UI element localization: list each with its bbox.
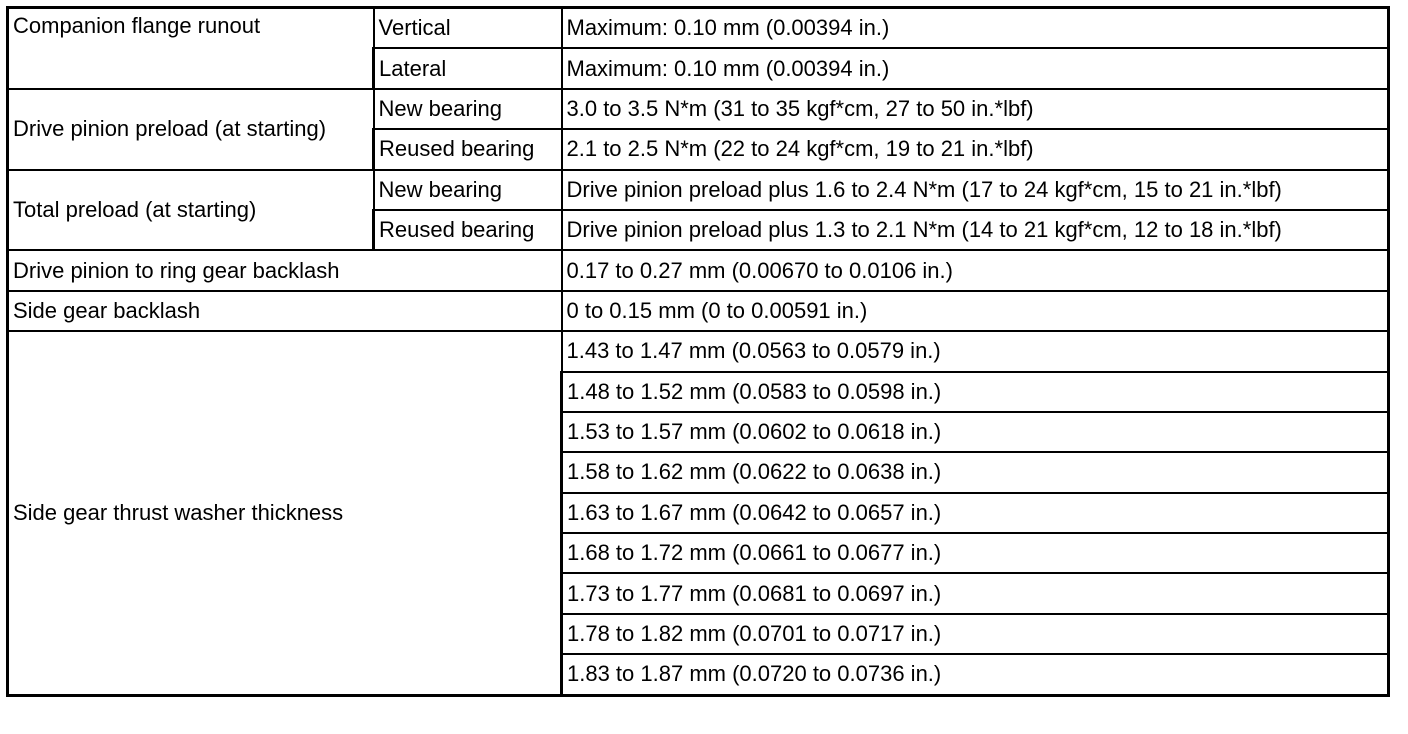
ring-gear-backlash-label: Drive pinion to ring gear backlash [8,250,562,290]
reused-bearing-value: 2.1 to 2.5 N*m (22 to 24 kgf*cm, 19 to 21 in.*lbf) [562,129,1389,169]
table-row [8,89,1389,129]
table-row [8,291,1389,331]
thrust-washer-value: 1.73 to 1.77 mm (0.0681 to 0.0697 in.) [562,573,1389,613]
new-bearing-value: Drive pinion preload plus 1.6 to 2.4 N*m (17 to 24 kgf*cm, 15 to 21 in.*lbf) [562,170,1389,210]
reused-bearing-value: Drive pinion preload plus 1.3 to 2.1 N*m (14 to 21 kgf*cm, 12 to 18 in.*lbf) [562,210,1389,250]
new-bearing-label: New bearing [374,170,562,210]
total-preload-label: Total preload (at starting) [8,170,374,251]
ring-gear-backlash-value: 0.17 to 0.27 mm (0.00670 to 0.0106 in.) [562,250,1389,290]
thrust-washer-value: 1.53 to 1.57 mm (0.0602 to 0.0618 in.) [562,412,1389,452]
vertical-label: Vertical [374,8,562,49]
thrust-washer-value: 1.58 to 1.62 mm (0.0622 to 0.0638 in.) [562,452,1389,492]
lateral-value: Maximum: 0.10 mm (0.00394 in.) [562,48,1389,88]
thrust-washer-value: 1.43 to 1.47 mm (0.0563 to 0.0579 in.) [562,331,1389,371]
thrust-washer-value: 1.48 to 1.52 mm (0.0583 to 0.0598 in.) [562,372,1389,412]
new-bearing-label: New bearing [374,89,562,129]
new-bearing-value: 3.0 to 3.5 N*m (31 to 35 kgf*cm, 27 to 50 in.*lbf) [562,89,1389,129]
vertical-value: Maximum: 0.10 mm (0.00394 in.) [562,8,1389,49]
reused-bearing-label: Reused bearing [374,129,562,169]
thrust-washer-value: 1.83 to 1.87 mm (0.0720 to 0.0736 in.) [562,654,1389,695]
side-gear-backlash-label: Side gear backlash [8,291,562,331]
companion-flange-runout-label: Companion flange runout [8,8,374,89]
thrust-washer-value: 1.63 to 1.67 mm (0.0642 to 0.0657 in.) [562,493,1389,533]
side-gear-backlash-value: 0 to 0.15 mm (0 to 0.00591 in.) [562,291,1389,331]
table-row [8,170,1389,210]
table-row [8,331,1389,371]
thrust-washer-thickness-label: Side gear thrust washer thickness [8,331,562,695]
drive-pinion-preload-label: Drive pinion preload (at starting) [8,89,374,170]
thrust-washer-value: 1.78 to 1.82 mm (0.0701 to 0.0717 in.) [562,614,1389,654]
lateral-label: Lateral [374,48,562,88]
specification-table [6,6,1390,697]
table-row [8,8,1389,49]
table-row [8,250,1389,290]
reused-bearing-label: Reused bearing [374,210,562,250]
thrust-washer-value: 1.68 to 1.72 mm (0.0661 to 0.0677 in.) [562,533,1389,573]
